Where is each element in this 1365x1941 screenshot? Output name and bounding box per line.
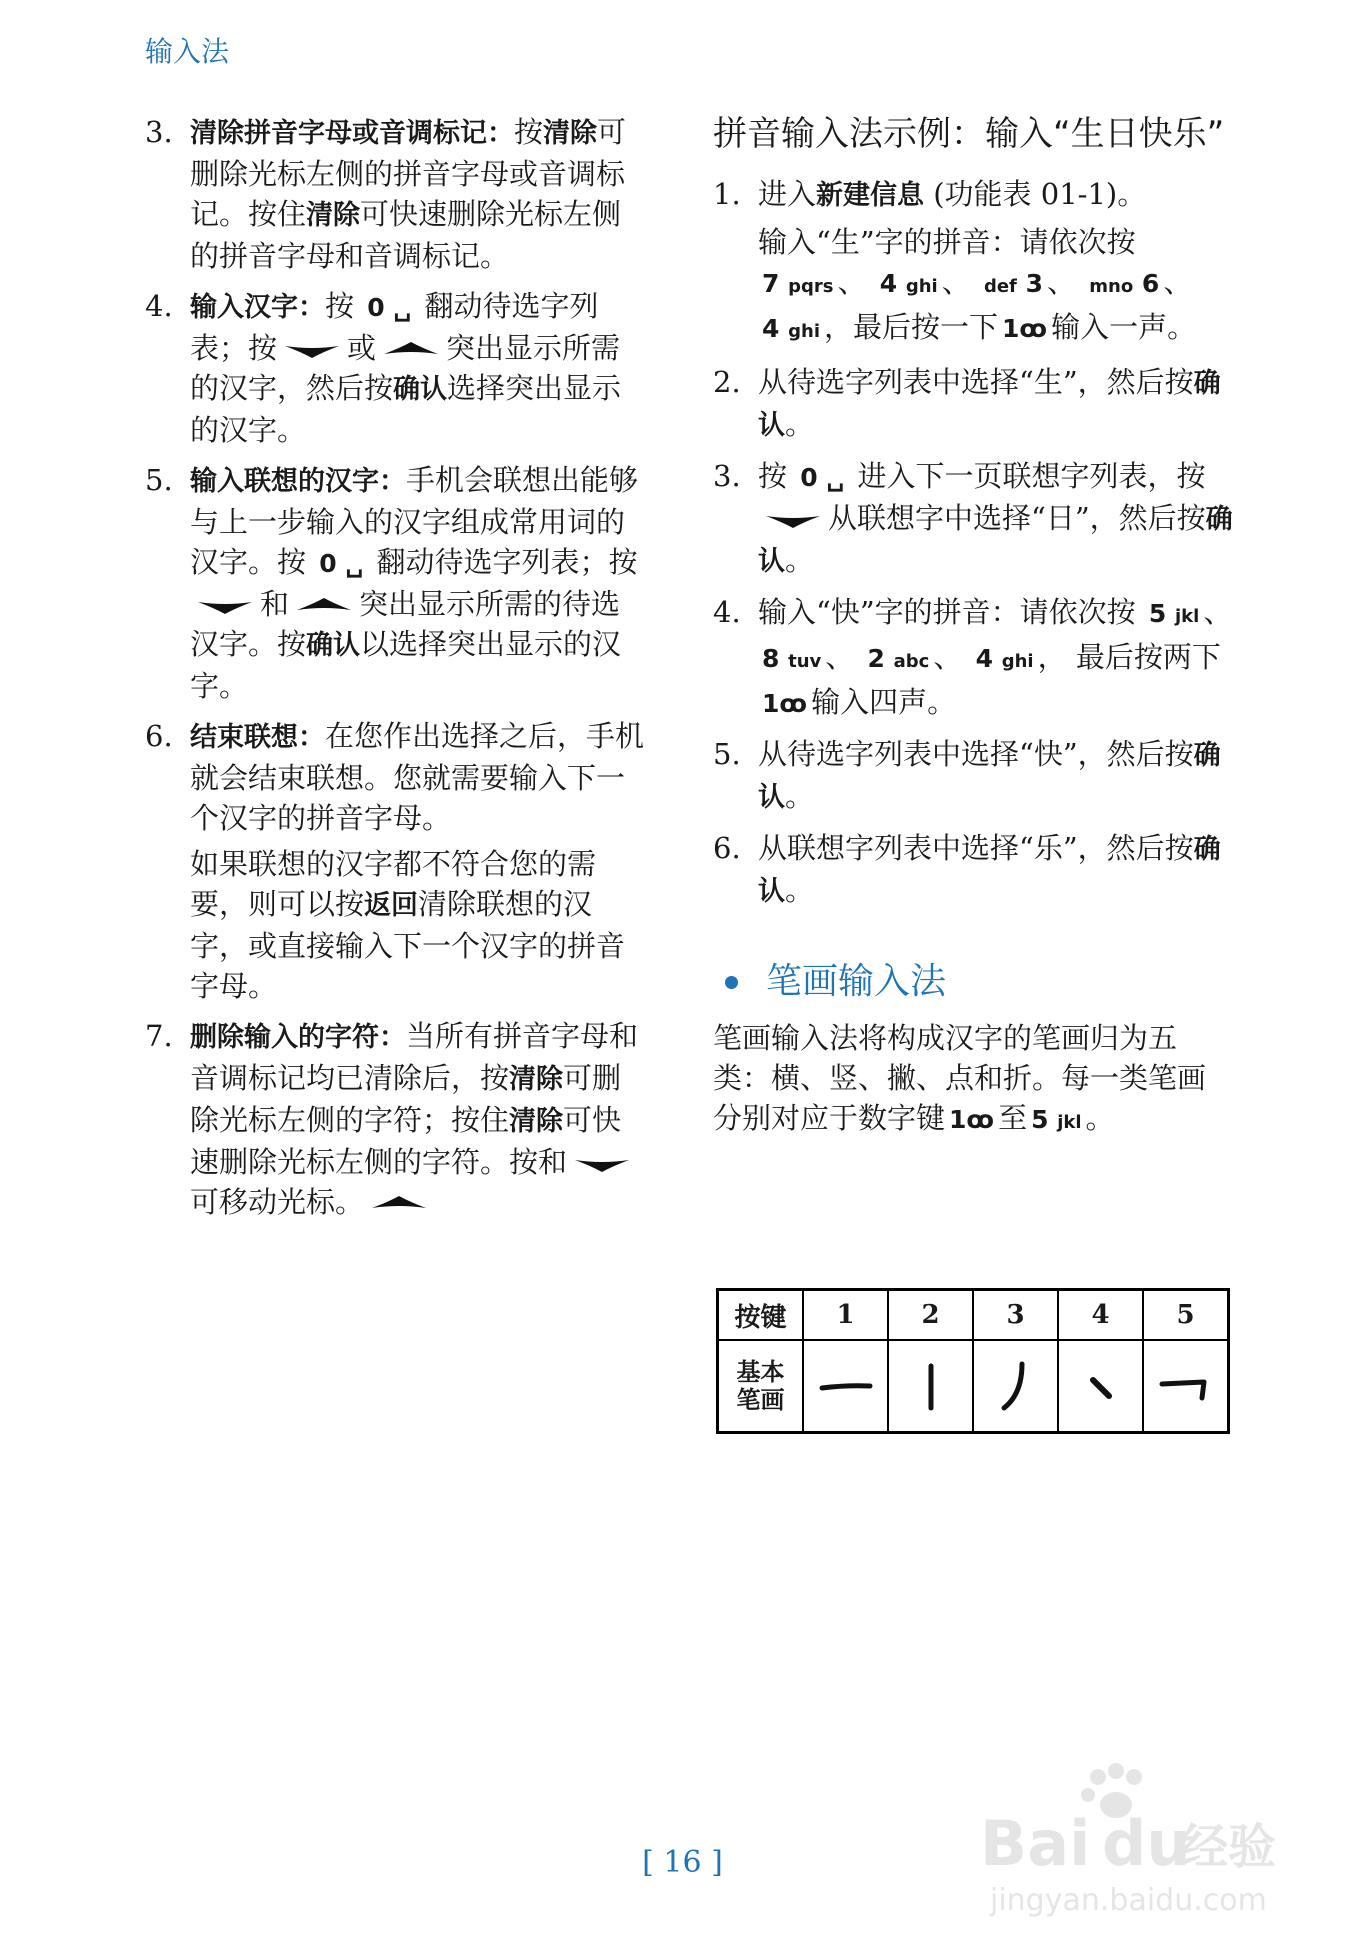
softkey-clear: 清除 bbox=[509, 1064, 564, 1095]
table-key-5: 5 bbox=[1143, 1290, 1229, 1341]
key-0: 0 ␣ bbox=[319, 549, 364, 578]
example-heading: 拼音输入法示例：输入“生日快乐” bbox=[713, 114, 1225, 154]
key-5: 5 jkl bbox=[1031, 1105, 1082, 1134]
left-column bbox=[145, 112, 645, 1232]
svg-text:Bai: Bai bbox=[980, 1807, 1091, 1880]
right-column bbox=[713, 112, 1233, 1143]
table-key-2: 2 bbox=[888, 1290, 973, 1341]
table-header-label: 按键 bbox=[718, 1290, 804, 1341]
stroke-left-falling-icon bbox=[973, 1340, 1058, 1433]
stroke-description: 笔画输入法将构成汉字的笔画归为五类：横、竖、撇、点和折。每一类笔画分别对应于数字键 1ꝏ 至 5 jkl 。 bbox=[713, 1021, 1207, 1135]
softkey-clear: 清除 bbox=[509, 1106, 564, 1137]
bullet-icon bbox=[725, 976, 738, 989]
stroke-table bbox=[716, 1288, 1230, 1434]
step-6: 6. 从联想字列表中选择“乐”，然后按确认。 bbox=[713, 831, 1221, 907]
step-1: 1. 进入新建信息 (功能表 01-1)。 输入“生”字的拼音：请依次按 7 pqrs 、 4 ghi 、 def 3 、 mno 6 、 4 ghi ，最后按一下 1ꝏ 输入一声。 bbox=[713, 177, 1197, 344]
list-item-3: 3. 清除拼音字母或音调标记：按清除可删除光标左侧的拼音字母或音调标记。按住清除可快速删除光标左侧的拼音字母和音调标记。 bbox=[145, 115, 627, 273]
step-2: 2. 从待选字列表中选择“生”，然后按确认。 bbox=[713, 365, 1221, 441]
baidu-watermark-logo bbox=[960, 1755, 1290, 1925]
svg-text:经验: 经验 bbox=[1180, 1819, 1277, 1875]
down-arrow-icon bbox=[283, 340, 341, 360]
item-title: 输入联想的汉字： bbox=[190, 466, 406, 497]
softkey-confirm: 确认 bbox=[393, 374, 448, 405]
key-7: 7 pqrs bbox=[762, 269, 834, 298]
key-1: 1ꝏ bbox=[949, 1105, 995, 1134]
key-4: 4 ghi bbox=[975, 644, 1034, 673]
table-row bbox=[718, 1340, 1229, 1433]
down-arrow-icon bbox=[196, 596, 254, 616]
key-4: 4 ghi bbox=[762, 314, 820, 343]
table-key-4: 4 bbox=[1058, 1290, 1143, 1341]
softkey-clear: 清除 bbox=[543, 118, 598, 149]
table-key-3: 3 bbox=[973, 1290, 1058, 1341]
key-1: 1ꝏ bbox=[1002, 314, 1048, 343]
item-title: 清除拼音字母或音调标记： bbox=[190, 118, 514, 149]
menu-new-message: 新建信息 bbox=[816, 180, 925, 211]
up-arrow-icon bbox=[382, 340, 440, 360]
up-arrow-icon bbox=[295, 596, 353, 616]
list-item-5: 5. 输入联想的汉字：手机会联想出能够与上一步输入的汉字组成常用词的汉字。按 0 ␣ 翻动待选字列表；按和 突出显示所需的待选汉字。按确认以选择突出显示的汉字。 bbox=[145, 463, 639, 703]
stroke-section-heading: 笔画输入法 bbox=[713, 962, 1233, 1002]
item-note: 如果联想的汉字都不符合您的需要，则可以按返回清除联想的汉字，或直接输入下一个汉字的拼音字母。 bbox=[190, 847, 626, 1003]
stroke-turning-icon bbox=[1143, 1340, 1229, 1433]
item-title: 删除输入的字符： bbox=[190, 1022, 406, 1053]
softkey-confirm: 确认 bbox=[306, 630, 361, 661]
softkey-back: 返回 bbox=[364, 890, 419, 921]
section-header: 输入法 bbox=[145, 35, 230, 68]
stroke-horizontal-icon bbox=[803, 1340, 888, 1433]
softkey-confirm: 确认 bbox=[758, 834, 1221, 907]
table-row-label: 基本 笔画 bbox=[718, 1340, 804, 1433]
softkey-confirm: 确认 bbox=[758, 740, 1221, 813]
key-0: 0 ␣ bbox=[367, 293, 412, 322]
table-header-row bbox=[718, 1290, 1229, 1341]
table-key-1: 1 bbox=[803, 1290, 888, 1341]
key-2: 2 abc bbox=[867, 644, 930, 673]
key-5: 5 jkl bbox=[1148, 599, 1200, 628]
svg-text:jingyan.baidu.com: jingyan.baidu.com bbox=[990, 1883, 1267, 1918]
key-4: 4 ghi bbox=[879, 269, 938, 298]
list-item-7: 7. 删除输入的字符：当所有拼音字母和音调标记均已清除后，按清除可删除光标左侧的字符；按住清除可快速删除光标左侧的字符。按和可移动光标。 bbox=[145, 1019, 639, 1219]
key-3: def 3 bbox=[983, 269, 1044, 298]
list-item-6: 6. 结束联想：在您作出选择之后，手机就会结束联想。您就需要输入下一个汉字的拼音字母。 如果联想的汉字都不符合您的需要，则可以按返回清除联想的汉字，或直接输入下一个汉字的拼音字母。 bbox=[145, 716, 645, 1006]
down-arrow-icon bbox=[764, 510, 822, 530]
softkey-confirm: 确认 bbox=[758, 504, 1233, 577]
down-arrow-icon bbox=[573, 1154, 631, 1174]
softkey-clear: 清除 bbox=[306, 200, 361, 231]
step-3: 3. 按 0 ␣ 进入下一页联想字列表，按从联想字中选择“日”，然后按确认。 bbox=[713, 459, 1233, 577]
item-title: 输入汉字： bbox=[190, 292, 325, 323]
stroke-vertical-icon bbox=[888, 1340, 973, 1433]
key-1: 1ꝏ bbox=[762, 689, 808, 718]
key-6: mno 6 bbox=[1089, 269, 1160, 298]
page-number: [ 16 ] bbox=[642, 1845, 723, 1880]
step-4: 4. 输入“快”字的拼音：请依次按 5 jkl 、 8 tuv 、 2 abc 、 4 ghi ， 最后按两下1ꝏ 输入四声。 bbox=[713, 595, 1233, 719]
key-0: 0 ␣ bbox=[800, 463, 845, 492]
key-8: 8 tuv bbox=[762, 644, 822, 673]
svg-text:du: du bbox=[1102, 1807, 1191, 1880]
softkey-confirm: 确认 bbox=[758, 368, 1221, 441]
step-5: 5. 从待选字列表中选择“快”，然后按确认。 bbox=[713, 737, 1221, 813]
item-title: 结束联想： bbox=[190, 722, 325, 753]
up-arrow-icon bbox=[370, 1194, 428, 1214]
stroke-dot-icon bbox=[1058, 1340, 1143, 1433]
list-item-4: 4. 输入汉字：按 0 ␣ 翻动待选字列表；按 或 突出显示所需的汉字，然后按确认选择突出显示的汉字。 bbox=[145, 289, 622, 447]
